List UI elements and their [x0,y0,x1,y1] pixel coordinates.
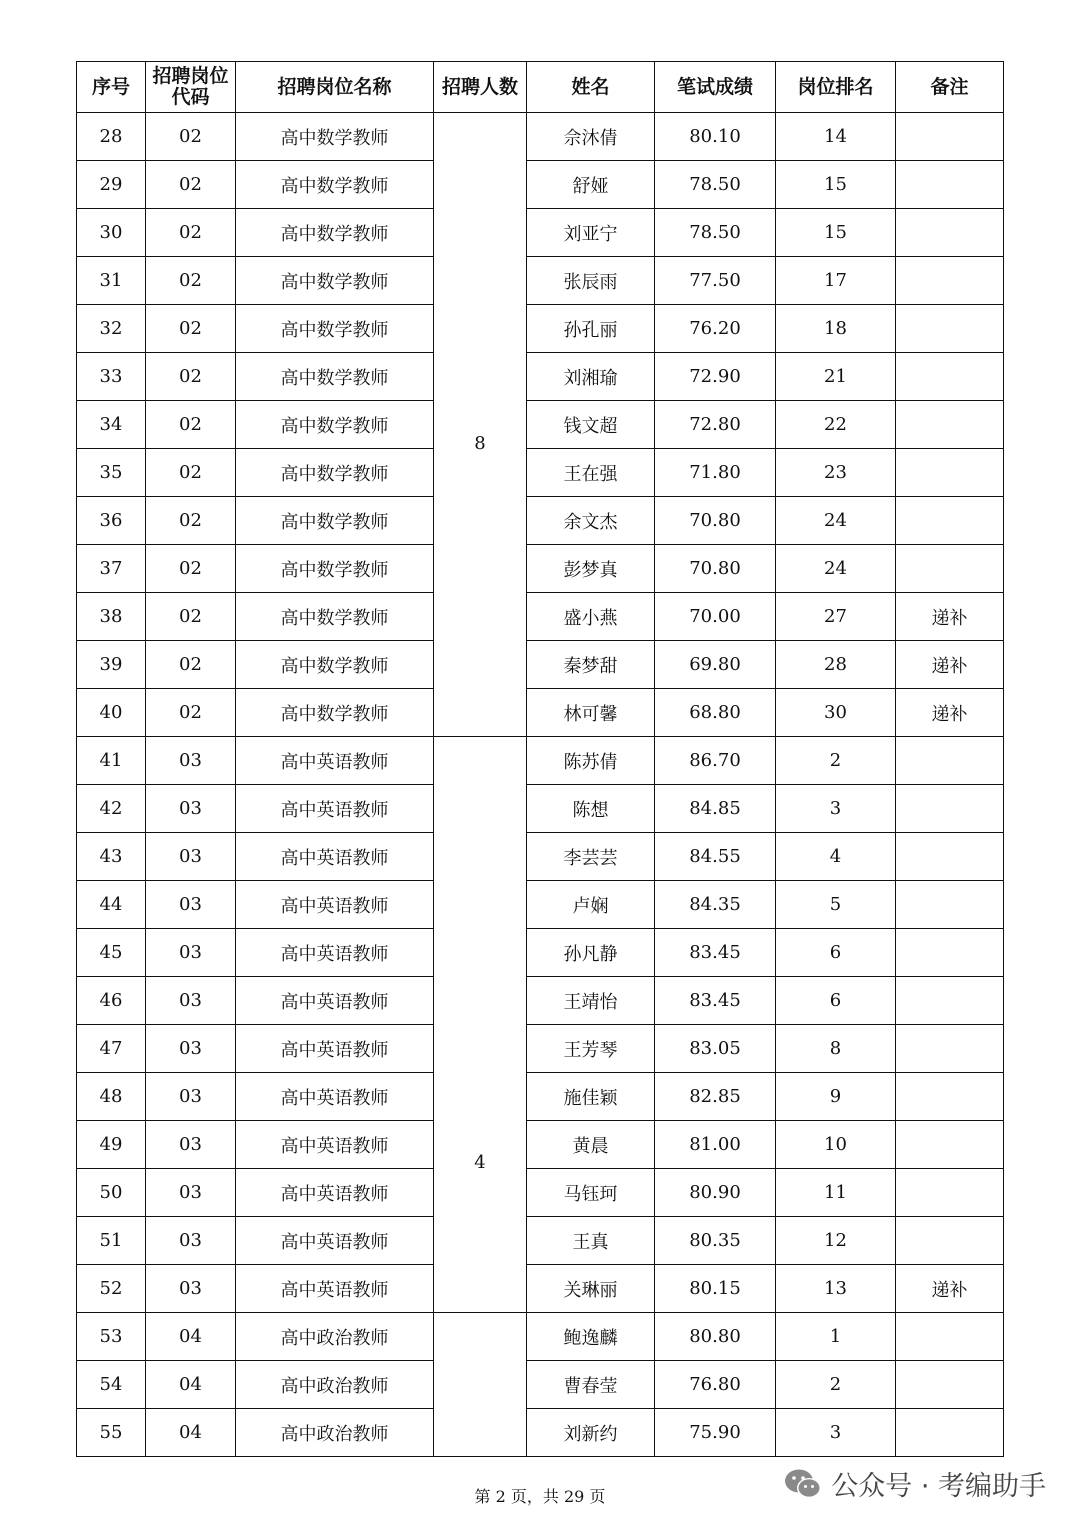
cell-seq: 35 [77,449,146,497]
cell-post-code: 03 [146,977,236,1025]
cell-post-code: 03 [146,1265,236,1313]
cell-name: 孙孔丽 [527,305,655,353]
cell-rank: 21 [776,353,896,401]
cell-seq: 33 [77,353,146,401]
cell-post-name: 高中英语教师 [236,1121,434,1169]
cell-rank: 18 [776,305,896,353]
cell-remark [896,977,1004,1025]
cell-rank: 17 [776,257,896,305]
cell-remark [896,1169,1004,1217]
cell-name: 曹春莹 [527,1361,655,1409]
cell-rank: 8 [776,1025,896,1073]
watermark-text: 公众号 · 考编助手 [831,1471,1046,1502]
cell-post-name: 高中政治教师 [236,1409,434,1457]
table-row [77,1313,1004,1361]
table-row [77,209,1004,257]
cell-score: 86.70 [655,737,776,785]
cell-post-code: 02 [146,497,236,545]
table-row [77,593,1004,641]
cell-post-code: 02 [146,401,236,449]
cell-score: 83.45 [655,977,776,1025]
cell-score: 76.20 [655,305,776,353]
cell-post-name: 高中数学教师 [236,113,434,161]
table-row [77,305,1004,353]
cell-remark: 递补 [896,593,1004,641]
cell-rank: 15 [776,161,896,209]
cell-score: 70.00 [655,593,776,641]
cell-seq: 41 [77,737,146,785]
cell-post-name: 高中数学教师 [236,497,434,545]
cell-post-name: 高中英语教师 [236,1265,434,1313]
cell-post-code: 04 [146,1361,236,1409]
cell-name: 黄晨 [527,1121,655,1169]
table-row [77,1169,1004,1217]
cell-remark [896,497,1004,545]
cell-name: 马钰珂 [527,1169,655,1217]
wechat-icon [783,1467,823,1501]
table-row [77,1265,1004,1313]
cell-post-code: 02 [146,689,236,737]
cell-score: 80.80 [655,1313,776,1361]
cell-name: 林可馨 [527,689,655,737]
cell-post-code: 03 [146,1025,236,1073]
cell-name: 王真 [527,1217,655,1265]
cell-post-name: 高中英语教师 [236,1025,434,1073]
cell-post-code: 02 [146,545,236,593]
cell-post-code: 02 [146,449,236,497]
table-row [77,929,1004,977]
cell-score: 84.55 [655,833,776,881]
cell-post-code: 02 [146,641,236,689]
cell-name: 王在强 [527,449,655,497]
cell-rank: 6 [776,929,896,977]
cell-post-code: 02 [146,257,236,305]
cell-rank: 5 [776,881,896,929]
cell-post-code: 02 [146,305,236,353]
cell-post-name: 高中数学教师 [236,305,434,353]
cell-rank: 15 [776,209,896,257]
hire-count-value: 4 [474,1152,486,1173]
cell-seq: 47 [77,1025,146,1073]
cell-score: 77.50 [655,257,776,305]
cell-post-name: 高中数学教师 [236,353,434,401]
table-row [77,689,1004,737]
cell-remark [896,1073,1004,1121]
cell-score: 70.80 [655,545,776,593]
cell-rank: 24 [776,497,896,545]
cell-post-name: 高中数学教师 [236,689,434,737]
cell-post-name: 高中英语教师 [236,1217,434,1265]
table-row [77,737,1004,785]
cell-remark [896,401,1004,449]
cell-seq: 30 [77,209,146,257]
header-post-code: 招聘岗位代码 [146,62,236,113]
cell-post-code: 04 [146,1313,236,1361]
cell-post-code: 03 [146,881,236,929]
cell-remark [896,1361,1004,1409]
cell-post-name: 高中英语教师 [236,929,434,977]
table-row [77,545,1004,593]
cell-post-code: 03 [146,1169,236,1217]
cell-rank: 27 [776,593,896,641]
cell-score: 84.35 [655,881,776,929]
cell-name: 刘亚宁 [527,209,655,257]
cell-post-name: 高中英语教师 [236,977,434,1025]
cell-post-code: 02 [146,593,236,641]
cell-rank: 22 [776,401,896,449]
cell-seq: 43 [77,833,146,881]
cell-post-name: 高中英语教师 [236,785,434,833]
cell-seq: 36 [77,497,146,545]
cell-post-name: 高中数学教师 [236,449,434,497]
cell-name: 陈想 [527,785,655,833]
cell-seq: 29 [77,161,146,209]
cell-rank: 1 [776,1313,896,1361]
cell-seq: 37 [77,545,146,593]
cell-name: 孙凡静 [527,929,655,977]
cell-score: 80.35 [655,1217,776,1265]
cell-remark [896,1121,1004,1169]
cell-name: 盛小燕 [527,593,655,641]
cell-name: 刘湘瑜 [527,353,655,401]
cell-rank: 23 [776,449,896,497]
cell-remark: 递补 [896,1265,1004,1313]
cell-post-code: 03 [146,1217,236,1265]
table-row [77,1025,1004,1073]
cell-seq: 51 [77,1217,146,1265]
cell-post-name: 高中数学教师 [236,209,434,257]
header-name: 姓名 [527,62,655,113]
cell-post-code: 02 [146,353,236,401]
cell-name: 钱文超 [527,401,655,449]
table-row [77,161,1004,209]
cell-score: 83.45 [655,929,776,977]
cell-score: 70.80 [655,497,776,545]
cell-post-name: 高中数学教师 [236,257,434,305]
table-row [77,785,1004,833]
cell-remark [896,1313,1004,1361]
table-row [77,977,1004,1025]
cell-remark [896,257,1004,305]
cell-score: 68.80 [655,689,776,737]
cell-remark [896,161,1004,209]
cell-score: 76.80 [655,1361,776,1409]
cell-seq: 34 [77,401,146,449]
cell-post-name: 高中英语教师 [236,881,434,929]
cell-post-code: 03 [146,737,236,785]
cell-name: 秦梦甜 [527,641,655,689]
cell-rank: 2 [776,737,896,785]
cell-hire-count [434,737,527,1313]
cell-seq: 42 [77,785,146,833]
cell-seq: 38 [77,593,146,641]
cell-remark [896,881,1004,929]
score-table [76,61,1004,1457]
header-remark: 备注 [896,62,1004,113]
cell-rank: 24 [776,545,896,593]
cell-score: 71.80 [655,449,776,497]
cell-post-name: 高中数学教师 [236,593,434,641]
cell-score: 75.90 [655,1409,776,1457]
cell-post-code: 03 [146,1121,236,1169]
watermark [783,1464,1046,1503]
cell-remark [896,737,1004,785]
cell-score: 78.50 [655,161,776,209]
cell-name: 陈苏倩 [527,737,655,785]
cell-rank: 4 [776,833,896,881]
cell-post-name: 高中数学教师 [236,401,434,449]
cell-score: 72.80 [655,401,776,449]
cell-remark [896,449,1004,497]
cell-post-name: 高中英语教师 [236,1073,434,1121]
header-seq: 序号 [77,62,146,113]
cell-name: 施佳颖 [527,1073,655,1121]
header-written-score: 笔试成绩 [655,62,776,113]
cell-name: 佘沐倩 [527,113,655,161]
cell-seq: 52 [77,1265,146,1313]
table-row [77,881,1004,929]
cell-score: 81.00 [655,1121,776,1169]
header-post-rank: 岗位排名 [776,62,896,113]
cell-rank: 10 [776,1121,896,1169]
table-row [77,833,1004,881]
table-row [77,641,1004,689]
cell-post-name: 高中英语教师 [236,737,434,785]
cell-seq: 50 [77,1169,146,1217]
cell-rank: 3 [776,785,896,833]
cell-score: 80.10 [655,113,776,161]
cell-post-name: 高中英语教师 [236,1169,434,1217]
table-row [77,1409,1004,1457]
page-number: 第 2 页，共 29 页 [474,1487,606,1506]
cell-score: 80.15 [655,1265,776,1313]
cell-rank: 14 [776,113,896,161]
cell-score: 82.85 [655,1073,776,1121]
cell-name: 刘新约 [527,1409,655,1457]
table-row [77,1121,1004,1169]
header-hire-count: 招聘人数 [434,62,527,113]
table-row [77,449,1004,497]
cell-seq: 55 [77,1409,146,1457]
cell-score: 83.05 [655,1025,776,1073]
cell-seq: 44 [77,881,146,929]
cell-remark: 递补 [896,641,1004,689]
cell-post-name: 高中数学教师 [236,161,434,209]
cell-remark [896,113,1004,161]
cell-remark: 递补 [896,689,1004,737]
cell-seq: 39 [77,641,146,689]
cell-post-code: 03 [146,1073,236,1121]
cell-post-name: 高中政治教师 [236,1313,434,1361]
cell-rank: 28 [776,641,896,689]
cell-score: 84.85 [655,785,776,833]
cell-rank: 13 [776,1265,896,1313]
cell-name: 彭梦真 [527,545,655,593]
cell-post-name: 高中数学教师 [236,545,434,593]
cell-post-name: 高中数学教师 [236,641,434,689]
cell-post-code: 02 [146,209,236,257]
cell-name: 鲍逸麟 [527,1313,655,1361]
cell-post-name: 高中英语教师 [236,833,434,881]
header-row [77,62,1004,113]
table-row [77,257,1004,305]
cell-name: 王芳琴 [527,1025,655,1073]
cell-hire-count [434,1313,527,1457]
cell-rank: 3 [776,1409,896,1457]
cell-name: 张辰雨 [527,257,655,305]
cell-rank: 12 [776,1217,896,1265]
cell-remark [896,1025,1004,1073]
cell-seq: 28 [77,113,146,161]
cell-rank: 11 [776,1169,896,1217]
cell-seq: 40 [77,689,146,737]
cell-post-code: 03 [146,929,236,977]
cell-remark [896,353,1004,401]
cell-name: 王靖怡 [527,977,655,1025]
header-post-name: 招聘岗位名称 [236,62,434,113]
cell-remark [896,833,1004,881]
cell-seq: 54 [77,1361,146,1409]
cell-remark [896,209,1004,257]
cell-rank: 9 [776,1073,896,1121]
cell-score: 72.90 [655,353,776,401]
cell-post-code: 02 [146,113,236,161]
cell-remark [896,305,1004,353]
cell-score: 78.50 [655,209,776,257]
cell-name: 李芸芸 [527,833,655,881]
cell-seq: 49 [77,1121,146,1169]
cell-remark [896,929,1004,977]
cell-seq: 48 [77,1073,146,1121]
cell-post-code: 03 [146,785,236,833]
cell-hire-count [434,113,527,737]
table-row [77,353,1004,401]
cell-post-name: 高中政治教师 [236,1361,434,1409]
cell-remark [896,785,1004,833]
cell-name: 卢娴 [527,881,655,929]
cell-name: 余文杰 [527,497,655,545]
cell-remark [896,545,1004,593]
table-row [77,497,1004,545]
cell-score: 80.90 [655,1169,776,1217]
cell-remark [896,1409,1004,1457]
table-row [77,1073,1004,1121]
cell-seq: 32 [77,305,146,353]
cell-score: 69.80 [655,641,776,689]
table-row [77,113,1004,161]
table-row [77,1361,1004,1409]
cell-seq: 53 [77,1313,146,1361]
cell-rank: 30 [776,689,896,737]
cell-post-code: 04 [146,1409,236,1457]
cell-name: 舒娅 [527,161,655,209]
table-row [77,401,1004,449]
table-body [77,113,1004,1457]
cell-name: 关琳丽 [527,1265,655,1313]
cell-seq: 31 [77,257,146,305]
cell-remark [896,1217,1004,1265]
table-row [77,1217,1004,1265]
cell-post-code: 02 [146,161,236,209]
cell-rank: 2 [776,1361,896,1409]
cell-post-code: 03 [146,833,236,881]
cell-seq: 46 [77,977,146,1025]
cell-seq: 45 [77,929,146,977]
cell-rank: 6 [776,977,896,1025]
hire-count-value: 8 [474,433,486,454]
